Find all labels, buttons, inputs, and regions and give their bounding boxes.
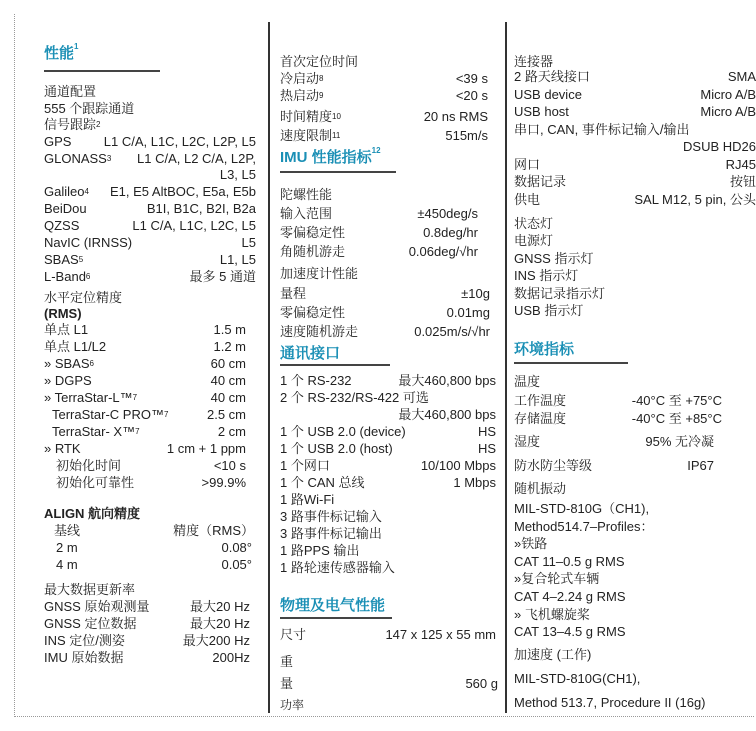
heading-horizontal-accuracy: 水平定位精度: [44, 290, 123, 305]
connector-row-label: 网口: [514, 156, 541, 172]
comms-row-label: 1 路轮速传感器输入: [280, 560, 395, 575]
weight-label-2: 量: [280, 676, 294, 691]
comms-row-label: 1 个 USB 2.0 (device): [280, 424, 406, 439]
vibration-line: » 飞机螺旋桨: [514, 606, 590, 622]
section-underline: [280, 364, 390, 366]
status-light-item: 电源灯: [514, 233, 554, 248]
connector-row-value: Micro A/B: [700, 86, 756, 102]
signal-row-value-cont: L3, L5: [219, 167, 256, 182]
accuracy-row-value: 2.5 cm: [206, 407, 246, 422]
velocity-limit-label: 速度限制$^{11}$: [280, 128, 341, 143]
heading-gyro: 陀螺性能: [280, 187, 333, 202]
heading-connectors: 连接器: [514, 54, 554, 69]
rate-row-value: 最大20 Hz: [190, 599, 250, 614]
heading-first-fix: 首次定位时间: [280, 54, 359, 69]
section-title-imu: IMU 性能指标$^{12}$: [280, 146, 381, 166]
connector-row-value: Micro A/B: [700, 104, 756, 119]
vibration-line: CAT 4–2.24 g RMS: [514, 589, 626, 604]
section-title-performance: 性能$^1$: [44, 42, 79, 62]
accuracy-row-label: 初始化可靠性: [56, 475, 135, 490]
ip-rating-value: IP67: [687, 458, 714, 473]
section-title-comms: 通讯接口: [280, 345, 341, 362]
rate-row-label: INS 定位/测姿: [44, 633, 125, 648]
section-underline: [514, 362, 628, 364]
gyro-row-value: 0.8deg/hr: [423, 225, 478, 240]
comms-row-label: 3 路事件标记输出: [280, 526, 382, 541]
power-label: 功率: [280, 698, 305, 712]
timing-accuracy-value: 20 ns RMS: [423, 109, 488, 124]
rate-row-value: 最大200 Hz: [182, 633, 250, 648]
comms-row-value: 最大460,800 bps: [398, 407, 496, 422]
connector-row-value: 按钮: [729, 174, 756, 189]
connector-row-value: RJ45: [725, 156, 756, 172]
align-baseline-label: 基线: [54, 523, 81, 538]
vibration-line: Method514.7–Profiles：: [514, 518, 654, 534]
vibration-line: CAT 11–0.5 g RMS: [514, 553, 625, 569]
vibration-line: »复合轮式车辆: [514, 571, 600, 587]
connector-row-label: 串口, CAN, 事件标记输入/输出: [514, 121, 690, 137]
accel-row-label: 零偏稳定性: [280, 305, 346, 320]
accuracy-row-value: 2 cm: [217, 424, 246, 439]
align-row-label: 4 m: [56, 557, 78, 572]
comms-row-value: HS: [477, 424, 496, 439]
align-accuracy-label: 精度（RMS）: [173, 523, 254, 538]
accuracy-row-label: » SBAS$^6$: [44, 356, 94, 371]
rms-label: (RMS): [44, 306, 82, 321]
accel-row-label: 速度随机游走: [280, 324, 359, 339]
signal-row-value: 最多 5 通道: [189, 269, 256, 284]
align-row-label: 2 m: [56, 540, 78, 555]
weight-value: 560 g: [465, 676, 498, 691]
signal-row-label: Galileo$^4$: [44, 184, 89, 199]
first-fix-row-label: 热启动$^9$: [280, 88, 324, 103]
vibration-line: CAT 13–4.5 g RMS: [514, 624, 626, 640]
signal-row-label: L-Band$^6$: [44, 269, 91, 284]
heading-accel-operational: 加速度 (工作): [514, 647, 592, 662]
connector-row-label: 数据记录: [514, 174, 567, 189]
ip-rating-label: 防水防尘等级: [514, 458, 593, 473]
temperature-row-value: -40°C 至 +85°C: [631, 411, 722, 426]
gyro-row-label: 角随机游走: [280, 244, 346, 259]
temperature-row-value: -40°C 至 +75°C: [631, 393, 722, 408]
section-title-environment: 环境指标: [514, 341, 575, 358]
accuracy-row-label: 单点 L1/L2: [44, 339, 107, 354]
accuracy-row-label: TerraStar-C PRO™$^7$: [52, 407, 169, 422]
signal-row-value: E1, E5 AltBOC, E5a, E5b: [110, 184, 256, 199]
heading-signal-tracking: 信号跟踪$^2$: [44, 117, 101, 132]
rate-row-label: GNSS 定位数据: [44, 616, 137, 631]
humidity-label: 湿度: [514, 434, 541, 449]
rate-row-label: IMU 原始数据: [44, 650, 124, 665]
accuracy-row-label: » RTK: [44, 441, 81, 456]
accel-row-value: ±10g: [461, 286, 490, 301]
connector-row-label: USB device: [514, 86, 582, 102]
connector-row-value: SMA: [727, 69, 756, 84]
accel-row-value: 0.025m/s/√hr: [414, 324, 490, 339]
rate-row-value: 200Hz: [212, 650, 250, 665]
gyro-row-label: 输入范围: [280, 206, 333, 221]
column-divider: [268, 22, 270, 713]
signal-row-label: GLONASS$^3$: [44, 151, 112, 166]
accuracy-row-label: » DGPS: [44, 373, 92, 388]
gyro-row-value: ±450deg/s: [417, 206, 478, 221]
first-fix-row-value: <39 s: [455, 71, 488, 86]
connector-row-value: SAL M12, 5 pin, 公头: [634, 191, 756, 207]
rate-row-label: GNSS 原始观测量: [44, 599, 150, 614]
accel-row-label: 量程: [280, 286, 307, 301]
comms-row-label: 1 个 CAN 总线: [280, 475, 365, 490]
size-value: 147 x 125 x 55 mm: [385, 627, 496, 642]
accuracy-row-value: 40 cm: [210, 390, 246, 405]
heading-temperature: 温度: [514, 374, 541, 389]
accuracy-row-value: 1.5 m: [213, 322, 246, 337]
column-divider: [505, 22, 507, 713]
vibration-line: »铁路: [514, 536, 548, 552]
align-row-value: 0.05°: [221, 557, 252, 572]
humidity-value: 95% 无冷凝: [645, 434, 714, 449]
section-underline: [280, 617, 392, 619]
status-light-item: USB 指示灯: [514, 303, 584, 318]
connector-row-value: DSUB HD26: [683, 139, 756, 154]
size-label: 尺寸: [280, 627, 307, 642]
comms-row-value: 10/100 Mbps: [420, 458, 496, 473]
gyro-row-value: 0.06deg/√hr: [408, 244, 478, 259]
connector-row-label: 供电: [514, 191, 541, 207]
channel-count: 555 个跟踪通道: [44, 101, 135, 116]
weight-label-1: 重: [280, 654, 294, 669]
heading-status-lights: 状态灯: [514, 216, 554, 231]
temperature-row-label: 存储温度: [514, 411, 567, 426]
signal-row-label: NavIC (IRNSS): [44, 235, 133, 250]
comms-row-label: 1 个 RS-232: [280, 373, 352, 388]
timing-accuracy-label: 时间精度$^{10}$: [280, 109, 341, 124]
first-fix-row-value: <20 s: [455, 88, 488, 103]
accuracy-row-label: TerraStar- X™$^7$: [52, 424, 140, 439]
accel-operational-line: MIL-STD-810G(CH1),: [514, 671, 641, 686]
connector-row-label: 2 路天线接口: [514, 69, 590, 84]
gyro-row-label: 零偏稳定性: [280, 225, 346, 240]
heading-channel-config: 通道配置: [44, 84, 97, 99]
heading-align: ALIGN 航向精度: [44, 506, 141, 521]
comms-row-value: HS: [477, 441, 496, 456]
accuracy-row-value: 1 cm + 1 ppm: [166, 441, 246, 456]
comms-row-value: 最大460,800 bps: [398, 373, 496, 388]
heading-accel: 加速度计性能: [280, 266, 359, 281]
signal-row-label: BeiDou: [44, 201, 87, 216]
section-title-physical: 物理及电气性能: [280, 597, 386, 614]
accuracy-row-value: >99.9%: [201, 475, 246, 490]
signal-row-label: QZSS: [44, 218, 80, 233]
signal-row-value: L1 C/A, L1C, L2C, L5: [132, 218, 256, 233]
vibration-line: MIL-STD-810G（CH1),: [514, 501, 650, 516]
first-fix-row-label: 冷启动$^8$: [280, 71, 324, 86]
comms-row-label: 3 路事件标记输入: [280, 509, 382, 524]
comms-row-label: 1 个网口: [280, 458, 330, 473]
status-light-item: INS 指示灯: [514, 268, 579, 283]
signal-row-label: GPS: [44, 134, 72, 149]
comms-row-label: 1 个 USB 2.0 (host): [280, 441, 393, 456]
status-light-item: 数据记录指示灯: [514, 285, 606, 301]
comms-row-label: 1 路PPS 输出: [280, 543, 360, 558]
accuracy-row-value: 40 cm: [210, 373, 246, 388]
rate-row-value: 最大20 Hz: [190, 616, 250, 631]
accuracy-row-label: 单点 L1: [44, 322, 89, 337]
accuracy-row-label: » TerraStar-L™$^7$: [44, 390, 138, 405]
heading-vibration: 随机振动: [514, 481, 567, 496]
section-underline: [280, 171, 396, 173]
comms-row-label: 1 路Wi-Fi: [280, 492, 335, 507]
accel-row-value: 0.01mg: [446, 305, 490, 320]
signal-row-value: L1 C/A, L1C, L2C, L2P, L5: [103, 134, 256, 149]
section-underline: [44, 70, 160, 72]
accuracy-row-label: 初始化时间: [56, 458, 122, 473]
signal-row-value: L5: [241, 235, 256, 250]
signal-row-value: L1 C/A, L2 C/A, L2P,: [137, 151, 256, 166]
signal-row-label: SBAS$^5$: [44, 252, 84, 267]
accuracy-row-value: 60 cm: [210, 356, 246, 371]
signal-row-value: L1, L5: [219, 252, 256, 267]
status-light-item: GNSS 指示灯: [514, 250, 594, 266]
signal-row-value: B1I, B1C, B2I, B2a: [146, 201, 256, 216]
heading-max-rate: 最大数据更新率: [44, 582, 136, 597]
velocity-limit-value: 515m/s: [445, 128, 488, 143]
comms-row-value: 1 Mbps: [453, 475, 496, 490]
align-row-value: 0.08°: [221, 540, 252, 555]
accuracy-row-value: <10 s: [213, 458, 246, 473]
accel-operational-line: Method 513.7, Procedure II (16g): [514, 695, 706, 710]
temperature-row-label: 工作温度: [514, 393, 567, 408]
comms-row-label: 2 个 RS-232/RS-422 可选: [280, 390, 429, 405]
accuracy-row-value: 1.2 m: [213, 339, 246, 354]
connector-row-label: USB host: [514, 104, 569, 119]
